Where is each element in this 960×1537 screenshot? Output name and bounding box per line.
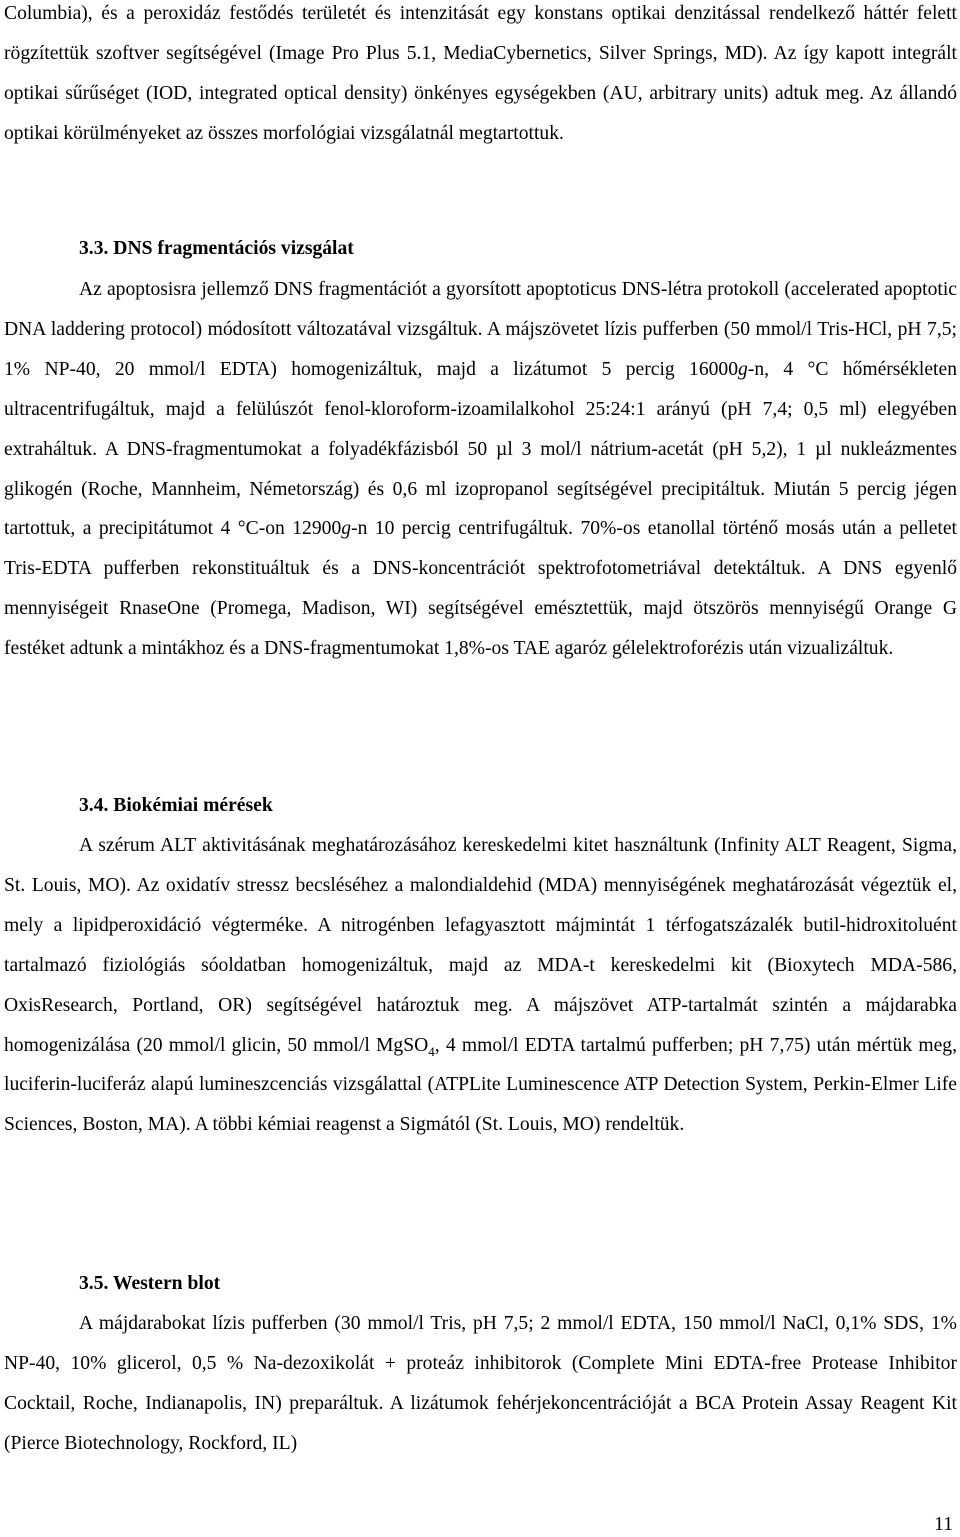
text-run: Az apoptosisra jellemző DNS fragmentációt a gyorsított apoptoticus DNS-létra protokoll (accelerated apoptotic DNA laddering protocol) módosított változatával vizsgáltuk. A májszövetet lízis pufferben (50 mmol/l Tris-HCl, pH 7,5; 1% NP-40, 20 mmol/l EDTA) homogenizáltuk, majd a lizátumot 5 percig 16000 [4,279,957,380]
text-run: -n, 4 °C hőmérsékleten ultracentrifugáltuk, majd a felülúszót fenol-kloroform-izoamilalkohol 25:24:1 arányú (pH 7,4; 0,5 ml) elegyében extraháltuk. A DNS-fragmentumokat a folyadékfázisból 50 µl 3 mol/l nátrium-acetát (pH 5,2), 1 µl nukleázmentes glikogén (Roche, Mannheim, Németország) és 0,6 ml izopropanol segítségével precipitáltuk. Miután 5 percig jégen tartottuk, a precipitátumot 4 °C-on 12900 [4,358,957,540]
paragraph-intro: Columbia), és a peroxidáz festődés területét és intenzitását egy konstans optikai denzitással rendelkező háttér felett rögzítettük szoftver segítségével (Image Pro Plus 5.1, MediaCybernetics, Silver Springs, MD). Az így kapott integrált optikai sűrűséget (IOD, integrated optical density) önkényes egységekben (AU, arbitrary units) adtuk meg. Az állandó optikai körülményeket az összes morfológiai vizsgálatnál megtartottuk. [4,3,957,144]
paragraph-dns-fragmentation [4,270,957,669]
paragraph-western-blot [4,1304,957,1464]
text-run: -n 10 percig centrifugáltuk. 70%-os etanollal történő mosás után a pelletet Tris-EDTA pufferben rekonstituáltuk és a DNS-koncentrációt spektrofotometriával detektáltuk. A DNS egyenlő mennyiségeit RnaseOne (Promega, Madison, WI) segítségével emésztettük, majd ötszörös mennyiségű Orange G festéket adtunk a mintákhoz és a DNS-fragmentumokat 1,8%-os TAE agaróz gélelektroforézis után vizualizáltuk. [4,518,957,660]
subscript: 4 [428,1043,435,1059]
text-run: , 4 mmol/l EDTA tartalmú pufferben; pH 7,75) után mértük meg, luciferin-luciferáz alapú lumineszcenciás vizsgálattal (ATPLite Luminescence ATP Detection System, Perkin-Elmer Life Sciences, Boston, MA). A többi kémiai reagenst a Sigmától (St. Louis, MO) rendeltük. [4,1034,957,1136]
page-number: 11 [934,1514,953,1535]
text-run: A májdarabokat lízis pufferben (30 mmol/l Tris, pH 7,5; 2 mmol/l EDTA, 150 mmol/l NaCl, 0,1% SDS, 1% NP-40, 10% glicerol, 0,5 % Na-dezoxikolát + proteáz inhibitorok (Complete Mini EDTA-free Protease Inhibitor Cocktail, Roche, Indianapolis, IN) preparáltuk. A lizátumok fehérjekoncentrációját a BCA Protein Assay Reagent Kit (Pierce Biotechnology, Rockford, IL) [4,1313,957,1454]
paragraph-biochemical [4,826,957,1145]
g-force-symbol: g [341,518,352,540]
section-heading-3-5: 3.5. Western blot [79,1273,221,1294]
text-run: A szérum ALT aktivitásának meghatározásához kereskedelmi kitet használtunk (Infinity ALT Reagent, Sigma, St. Louis, MO). Az oxidatív stressz becsléséhez a malondialdehid (MDA) mennyiségének meghatározását végeztük el, mely a lipidperoxidáció végterméke. A nitrogénben lefagyasztott májmintát 1 térfogatszázalék butil-hidroxitoluént tartalmazó fiziológiás sóoldatban homogenizáltuk, majd az MDA-t kereskedelmi kit (Bioxytech MDA-586, OxisResearch, Portland, OR) segítségével határoztuk meg. A májszövet ATP-tartalmát szintén a májdarabka homogenizálása (20 mmol/l glicin, 50 mmol/l MgSO [4,835,957,1056]
section-heading-3-3: 3.3. DNS fragmentációs vizsgálat [79,238,354,259]
g-force-symbol: g [738,358,748,380]
section-heading-3-4: 3.4. Biokémiai mérések [79,795,273,816]
